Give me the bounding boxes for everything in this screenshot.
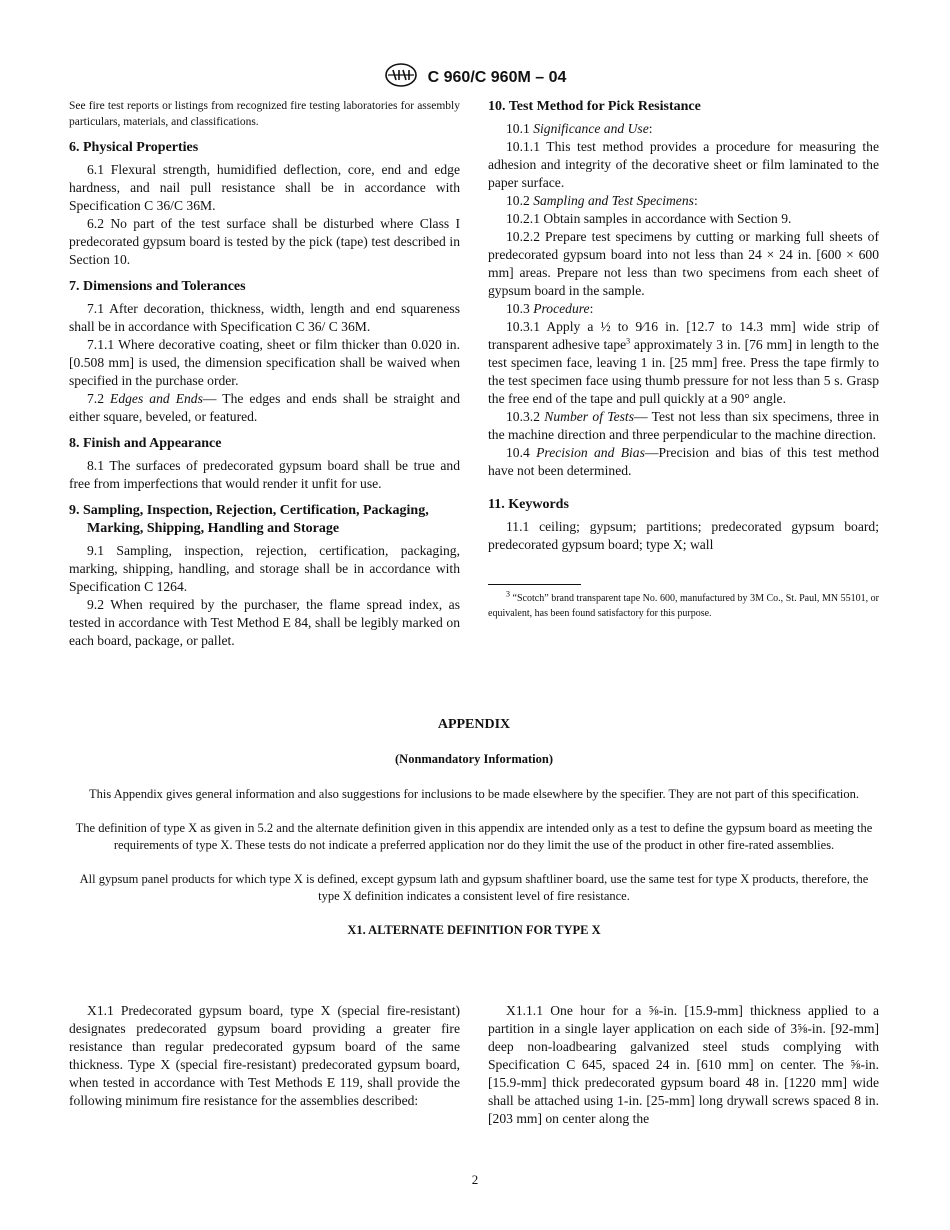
paragraph-7-2-text: — The edges and ends shall be straight and either square, beveled, or featured. — [69, 391, 460, 424]
section-11-heading: 11. Keywords — [488, 497, 569, 512]
paragraph-10-1-title: Significance and Use — [533, 121, 649, 136]
paragraph-6-2: 6.2 No part of the test surface shall be disturbed where Class I predecorated gypsum board is tested by the pick (tape) test described in Section 10. — [69, 216, 460, 267]
colon: : — [693, 193, 698, 208]
intro-note: See fire test reports or listings from recognized fire testing laboratories for assembly particulars, materials, and classifications. — [69, 100, 460, 128]
document-designation: C 960/C 960M – 04 — [427, 68, 567, 86]
lower-left-column — [69, 1002, 460, 1110]
paragraph-10-3-1-text-b: approximately 3 in. [76 mm] in length to the test specimen face, leaving 1 in. [25 mm] free. Press the tape firmly to the test specimen face using thumb pressure for not less than 5 s. Grasp the free end of the tape and pull quickly at a 90° angle. — [488, 337, 879, 406]
colon: : — [648, 121, 653, 136]
paragraph-x1-1: X1.1 Predecorated gypsum board, type X (special fire-resistant) designates predecorated gypsum board providing a greater fire resistance than regular predecorated gypsum board of the same thickness. Type X (special fire-resistant) predecorated gypsum board, when tested in accordance with Test Methods E 119, shall provide the following minimum fire resistance for the assemblies described: — [69, 1003, 460, 1108]
paragraph-10-3-1-text-a: 10.3.1 Apply a ½ to 9⁄16 in. [12.7 to 14.3 mm] wide strip of transparent adhesive tape — [488, 319, 879, 352]
paragraph-10-2 — [488, 192, 879, 210]
page-number: 2 — [471, 1172, 479, 1187]
paragraph-7-1-1: 7.1.1 Where decorative coating, sheet or film thicker than 0.020 in. [0.508 mm] is used, the dimension specification shall be waived when specified in the purchase order. — [69, 337, 460, 388]
appendix-paragraph-1: This Appendix gives general information and also suggestions for inclusions to be made elsewhere by the specifier. They are not part of this specification. — [88, 787, 860, 801]
paragraph-10-4-number: 10.4 — [506, 445, 530, 460]
section-7-heading: 7. Dimensions and Tolerances — [69, 279, 246, 294]
paragraph-10-4 — [488, 444, 879, 480]
x1-heading: X1. ALTERNATE DEFINITION FOR TYPE X — [347, 923, 601, 937]
lower-right-column — [488, 1002, 879, 1128]
appendix — [69, 716, 879, 939]
paragraph-10-3-2-text: — Test not less than six specimens, three in the machine direction and three perpendicular to the machine direction. — [488, 409, 879, 442]
footnote-rule — [488, 584, 581, 585]
paragraph-6-1: 6.1 Flexural strength, humidified deflection, core, end and edge hardness, and nail pull resistance shall be in accordance with Specification C 36/C 36M. — [69, 162, 460, 213]
paragraph-10-3 — [488, 300, 879, 318]
appendix-subtitle: (Nonmandatory Information) — [395, 752, 553, 766]
paragraph-9-1: 9.1 Sampling, inspection, rejection, certification, packaging, marking, shipping, handling, and storage shall be in accordance with Specification C 1264. — [69, 543, 460, 594]
paragraph-10-3-2-number: 10.3.2 — [506, 409, 540, 424]
paragraph-10-4-title: Precision and Bias — [536, 445, 645, 460]
section-10-heading: 10. Test Method for Pick Resistance — [488, 99, 701, 114]
paragraph-7-1: 7.1 After decoration, thickness, width, length and end squareness shall be in accordance with Specification C 36/ C 36M. — [69, 301, 460, 334]
paragraph-8-1: 8.1 The surfaces of predecorated gypsum board shall be true and free from imperfections that would render it unfit for use. — [69, 458, 460, 491]
footnote-ref: 3 — [626, 336, 631, 346]
paragraph-7-2 — [69, 390, 460, 426]
section-9-heading: 9. Sampling, Inspection, Rejection, Certification, Packaging, Marking, Shipping, Handling and Storage — [69, 503, 429, 536]
paragraph-10-3-2-title: Number of Tests — [544, 409, 634, 424]
paragraph-10-3-number: 10.3 — [506, 301, 530, 316]
paragraph-10-2-number: 10.2 — [506, 193, 530, 208]
section-6-heading: 6. Physical Properties — [69, 140, 199, 155]
footnote-3 — [488, 591, 879, 621]
paragraph-10-1 — [488, 120, 879, 138]
paragraph-x1-1-1: X1.1.1 One hour for a ⅝-in. [15.9-mm] thickness applied to a partition in a single layer application on each side of 3⅝-in. [92-mm] deep non-loadbearing galvanized steel studs complying with Specification C 645, spaced 24 in. [610 mm] on center. The ⅝-in. [15.9-mm] thick predecorated gypsum board 48 in. [1220 mm] wide shall be attached using 1-in. [25-mm] long drywall screws spaced 8 in. [203 mm] on center along the — [488, 1003, 879, 1126]
paragraph-7-2-number: 7.2 — [87, 391, 104, 406]
page-header — [0, 62, 950, 93]
paragraph-10-1-number: 10.1 — [506, 121, 530, 136]
paragraph-10-3-title: Procedure — [533, 301, 590, 316]
paragraph-9-2: 9.2 When required by the purchaser, the flame spread index, as tested in accordance with Test Method E 84, shall be legibly marked on each board, package, or pallet. — [69, 597, 460, 648]
paragraph-10-2-title: Sampling and Test Specimens — [533, 193, 694, 208]
paragraph-10-4-text: —Precision and bias of this test method have not been determined. — [488, 445, 880, 478]
right-column — [488, 98, 879, 621]
footnote-number: 3 — [506, 589, 510, 599]
paragraph-11-1: 11.1 ceiling; gypsum; partitions; predecorated gypsum board; predecorated gypsum board; type X; wall — [488, 519, 879, 552]
appendix-title: APPENDIX — [437, 717, 511, 732]
appendix-paragraph-3: All gypsum panel products for which type X is defined, except gypsum lath and gypsum shaftliner board, use the same test for type X products, therefore, the type X definition indicates a consistent level of fire resistance. — [79, 872, 869, 903]
paragraph-10-1-1: 10.1.1 This test method provides a procedure for measuring the adhesion and integrity of the decorative sheet or film laminated to the paper surface. — [488, 139, 879, 190]
paragraph-10-3-2 — [488, 408, 879, 444]
appendix-paragraph-2: The definition of type X as given in 5.2 and the alternate definition given in this appendix are intended only as a test to define the gypsum board as meeting the requirements of type X. These tests do not indicate a preferred application nor do they limit the use of the product in other fire-rated assemblies. — [75, 821, 873, 852]
paragraph-7-2-title: Edges and Ends — [110, 391, 203, 406]
astm-logo-icon — [384, 62, 418, 93]
left-column — [69, 98, 460, 650]
section-8-heading: 8. Finish and Appearance — [69, 436, 222, 451]
paragraph-10-3-1 — [488, 318, 879, 408]
paragraph-10-2-1: 10.2.1 Obtain samples in accordance with Section 9. — [506, 211, 792, 226]
paragraph-10-2-2: 10.2.2 Prepare test specimens by cutting or marking full sheets of predecorated gypsum board into not less than 24 × 24 in. [600 × 600 mm] areas. Prepare not less than two specimens from each sheet of gypsum board in the sample. — [488, 229, 879, 298]
footnote-text: “Scotch” brand transparent tape No. 600, manufactured by 3M Co., St. Paul, MN 55101, or equivalent, has been found satisfactory for this purpose. — [488, 593, 879, 619]
colon: : — [589, 301, 594, 316]
